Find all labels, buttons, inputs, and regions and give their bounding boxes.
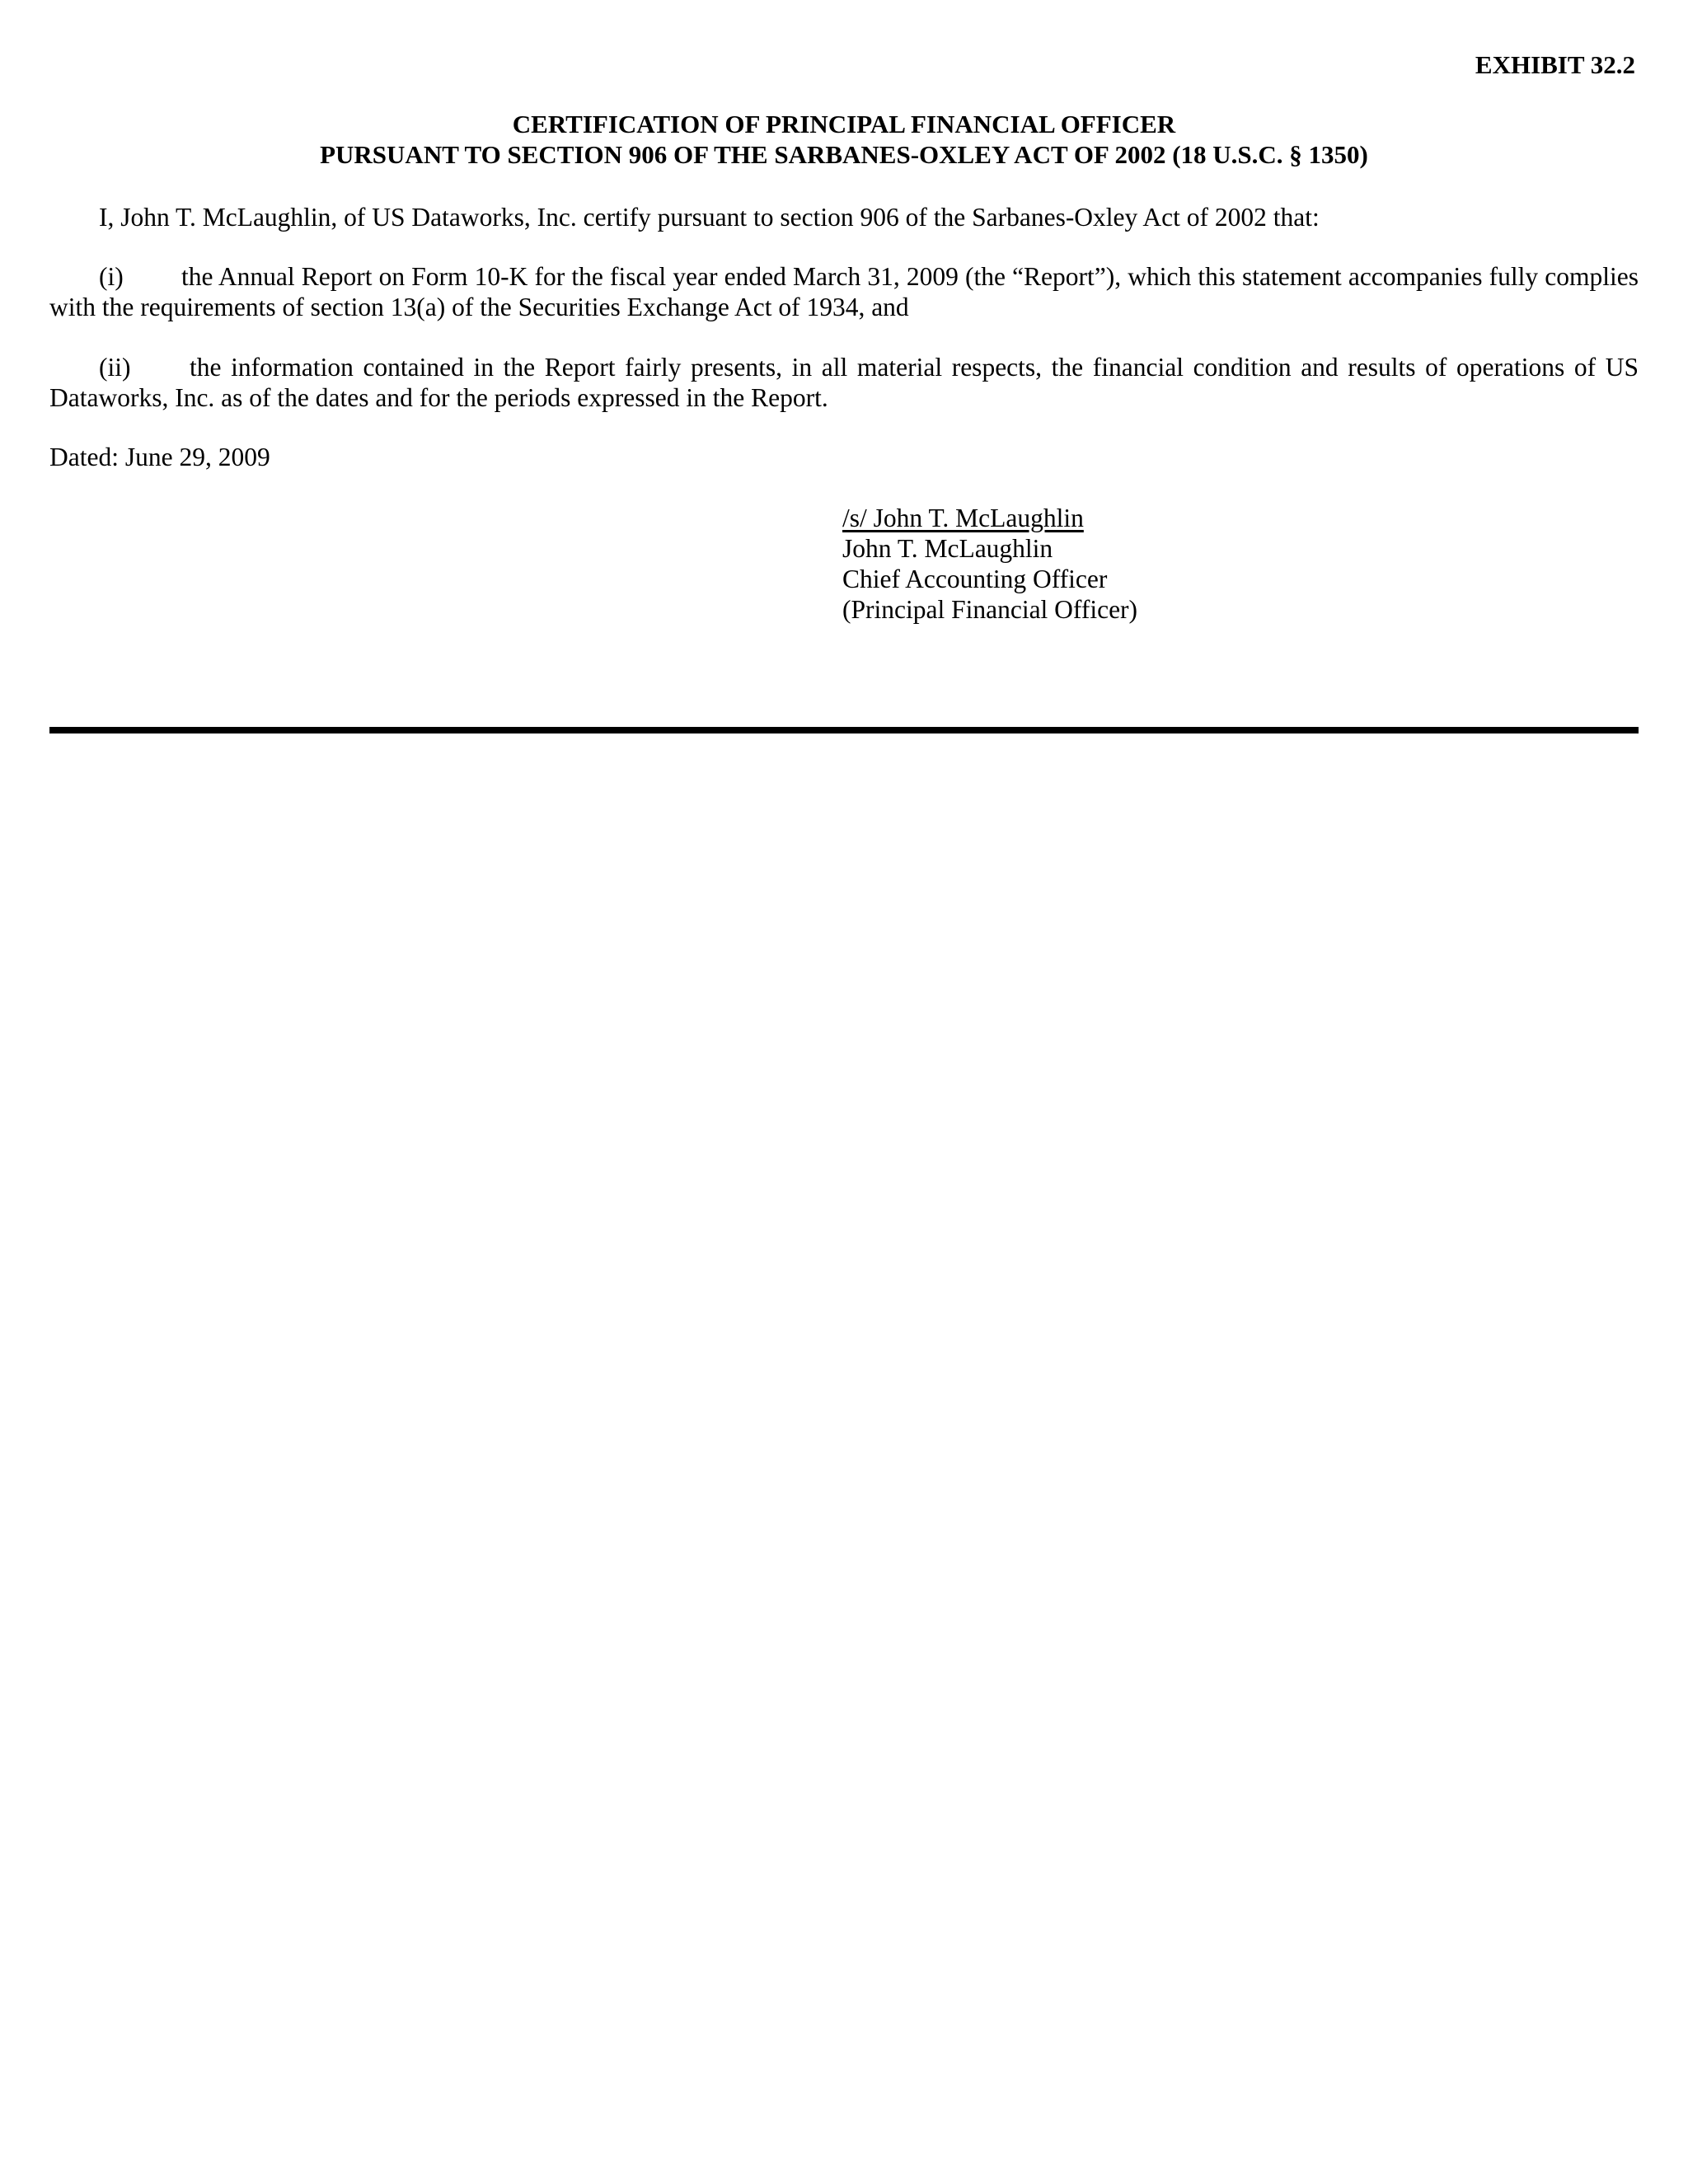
item-number: (ii) — [99, 353, 131, 382]
title-line-2: PURSUANT TO SECTION 906 OF THE SARBANES-OXLEY ACT OF 2002 (18 U.S.C. § 1350) — [320, 140, 1368, 169]
exhibit-label: EXHIBIT 32.2 — [1475, 50, 1635, 79]
certification-item-1 — [49, 261, 1639, 322]
signer-title: Chief Accounting Officer — [842, 565, 1108, 593]
certification-item-2 — [49, 352, 1639, 413]
title-line-1: CERTIFICATION OF PRINCIPAL FINANCIAL OFFICER — [512, 110, 1176, 138]
signer-name: John T. McLaughlin — [842, 534, 1053, 563]
dated-line: Dated: June 29, 2009 — [49, 443, 270, 471]
item-number: (i) — [99, 262, 124, 291]
item-text: the information contained in the Report fairly presents, in all material respects, the financial condition and results of operations of US Dataworks, Inc. as of the dates and for the periods expressed in the Report. — [49, 353, 1639, 412]
signer-role: (Principal Financial Officer) — [842, 595, 1138, 624]
page-divider — [49, 727, 1639, 733]
signature-line: /s/ John T. McLaughlin — [842, 504, 1084, 532]
document-title — [49, 109, 1639, 170]
intro-paragraph: I, John T. McLaughlin, of US Dataworks, Inc. certify pursuant to section 906 of the Sarbanes-Oxley Act of 2002 that: — [99, 203, 1320, 232]
signature-block — [842, 503, 1137, 625]
item-text: the Annual Report on Form 10-K for the fiscal year ended March 31, 2009 (the “Report”), which this statement accompanies fully complies with the requirements of section 13(a) of the Securities Exchange Act of 1934, and — [49, 262, 1639, 321]
